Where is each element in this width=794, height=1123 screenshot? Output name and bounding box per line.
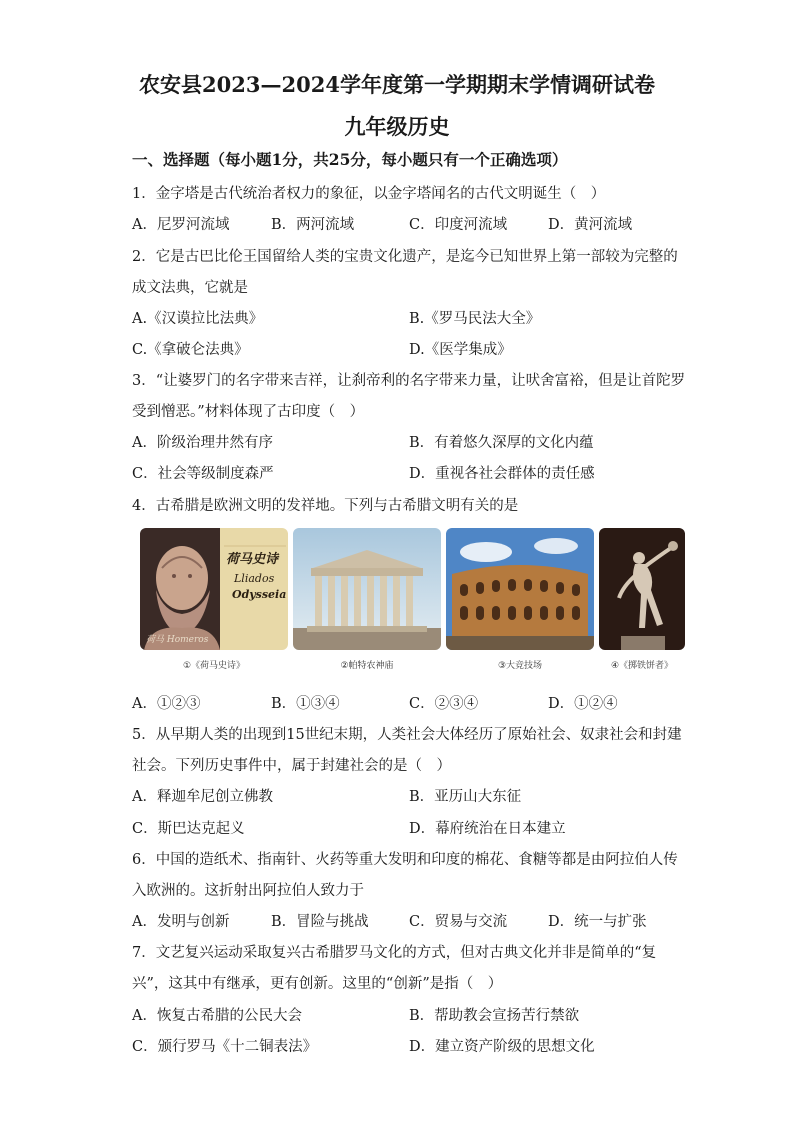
q7-option-c: C．颁行罗马《十二铜表法》 bbox=[132, 1039, 318, 1055]
q1-stem: 1．金字塔是古代统治者权力的象征，以金字塔闻名的古代文明诞生（ ） bbox=[132, 186, 606, 202]
q4-option-d: D．①②④ bbox=[548, 696, 618, 712]
homer-epic-line1: Lliados bbox=[234, 572, 275, 585]
q5-stem-line2: 社会。下列历史事件中，属于封建社会的是（ ） bbox=[132, 758, 451, 774]
q4-option-b: B．①③④ bbox=[271, 696, 340, 712]
q7-option-a: A．恢复古希腊的公民大会 bbox=[132, 1008, 302, 1024]
q4-option-a: A．①②③ bbox=[132, 696, 201, 712]
q2-option-a: A.《汉谟拉比法典》 bbox=[132, 311, 264, 327]
q5-option-b: B．亚历山大东征 bbox=[409, 789, 522, 805]
q7-option-d: D．建立资产阶级的思想文化 bbox=[409, 1039, 595, 1055]
q3-stem-line1: 3．“让婆罗门的名字带来吉祥，让刹帝利的名字带来力量，让吠舍富裕，但是让首陀罗 bbox=[132, 373, 686, 389]
exam-title: 农安县2023—2024学年度第一学期期末学情调研试卷 bbox=[139, 72, 655, 97]
q3-option-b: B．有着悠久深厚的文化内蕴 bbox=[409, 435, 594, 451]
q4-option-c: C．②③④ bbox=[409, 696, 479, 712]
q2-stem-line1: 2．它是古巴比伦王国留给人类的宝贵文化遗产，是迄今已知世界上第一部较为完整的 bbox=[132, 249, 678, 265]
q5-option-d: D．幕府统治在日本建立 bbox=[409, 821, 566, 837]
q6-option-b: B．冒险与挑战 bbox=[271, 914, 369, 930]
parthenon-image bbox=[293, 528, 441, 650]
q1-option-a: A．尼罗河流域 bbox=[132, 217, 230, 233]
q6-stem-line2: 入欧洲的。这折射出阿拉伯人致力于 bbox=[132, 883, 364, 899]
q4-stem: 4．古希腊是欧洲文明的发祥地。下列与古希腊文明有关的是 bbox=[132, 498, 519, 514]
homer-epic-image bbox=[140, 528, 288, 650]
q1-option-b: B．两河流域 bbox=[271, 217, 355, 233]
q2-option-b: B.《罗马民法大全》 bbox=[409, 311, 541, 327]
colosseum-image bbox=[446, 528, 594, 650]
q7-stem-line2: 兴”，这其中有继承，更有创新。这里的“创新”是指（ ） bbox=[132, 976, 503, 992]
caption-parthenon: ②帕特农神庙 bbox=[340, 661, 394, 671]
q6-option-a: A．发明与创新 bbox=[132, 914, 230, 930]
q1-option-c: C．印度河流域 bbox=[409, 217, 508, 233]
caption-homer-epic: ①《荷马史诗》 bbox=[182, 661, 246, 671]
q3-option-c: C．社会等级制度森严 bbox=[132, 466, 274, 482]
section-heading: 一、选择题（每小题1分，共25分，每小题只有一个正确选项） bbox=[132, 150, 568, 169]
exam-subtitle: 九年级历史 bbox=[344, 114, 450, 139]
q5-stem-line1: 5．从早期人类的出现到15世纪末期，人类社会大体经历了原始社会、奴隶社会和封建 bbox=[132, 727, 682, 743]
q6-option-d: D．统一与扩张 bbox=[548, 914, 647, 930]
q2-option-c: C.《拿破仑法典》 bbox=[132, 342, 249, 358]
q3-option-a: A．阶级治理井然有序 bbox=[132, 435, 273, 451]
discobolus-image bbox=[599, 528, 685, 650]
q2-option-d: D.《医学集成》 bbox=[409, 342, 512, 358]
q1-option-d: D．黄河流域 bbox=[548, 217, 633, 233]
q3-stem-line2: 受到憎恶。”材料体现了古印度（ ） bbox=[132, 404, 365, 420]
q3-option-d: D．重视各社会群体的责任感 bbox=[409, 466, 595, 482]
q5-option-c: C．斯巴达克起义 bbox=[132, 821, 245, 837]
caption-discobolus: ④《掷铁饼者》 bbox=[610, 661, 674, 671]
caption-colosseum: ③大竞技场 bbox=[497, 661, 543, 671]
q2-stem-line2: 成文法典，它就是 bbox=[132, 280, 248, 296]
q7-option-b: B．帮助教会宣扬苦行禁欲 bbox=[409, 1008, 580, 1024]
homer-signature: 荷马 Homeros bbox=[146, 635, 209, 645]
q5-option-a: A．释迦牟尼创立佛教 bbox=[132, 789, 273, 805]
homer-epic-title: 荷马史诗 bbox=[226, 552, 279, 567]
homer-epic-line2: Odysseia bbox=[232, 588, 287, 601]
q6-stem-line1: 6．中国的造纸术、指南针、火药等重大发明和印度的棉花、食糖等都是由阿拉伯人传 bbox=[132, 852, 678, 868]
q6-option-c: C．贸易与交流 bbox=[409, 914, 508, 930]
q7-stem-line1: 7．文艺复兴运动采取复兴古希腊罗马文化的方式，但对古典文化并非是简单的“复 bbox=[132, 945, 657, 961]
